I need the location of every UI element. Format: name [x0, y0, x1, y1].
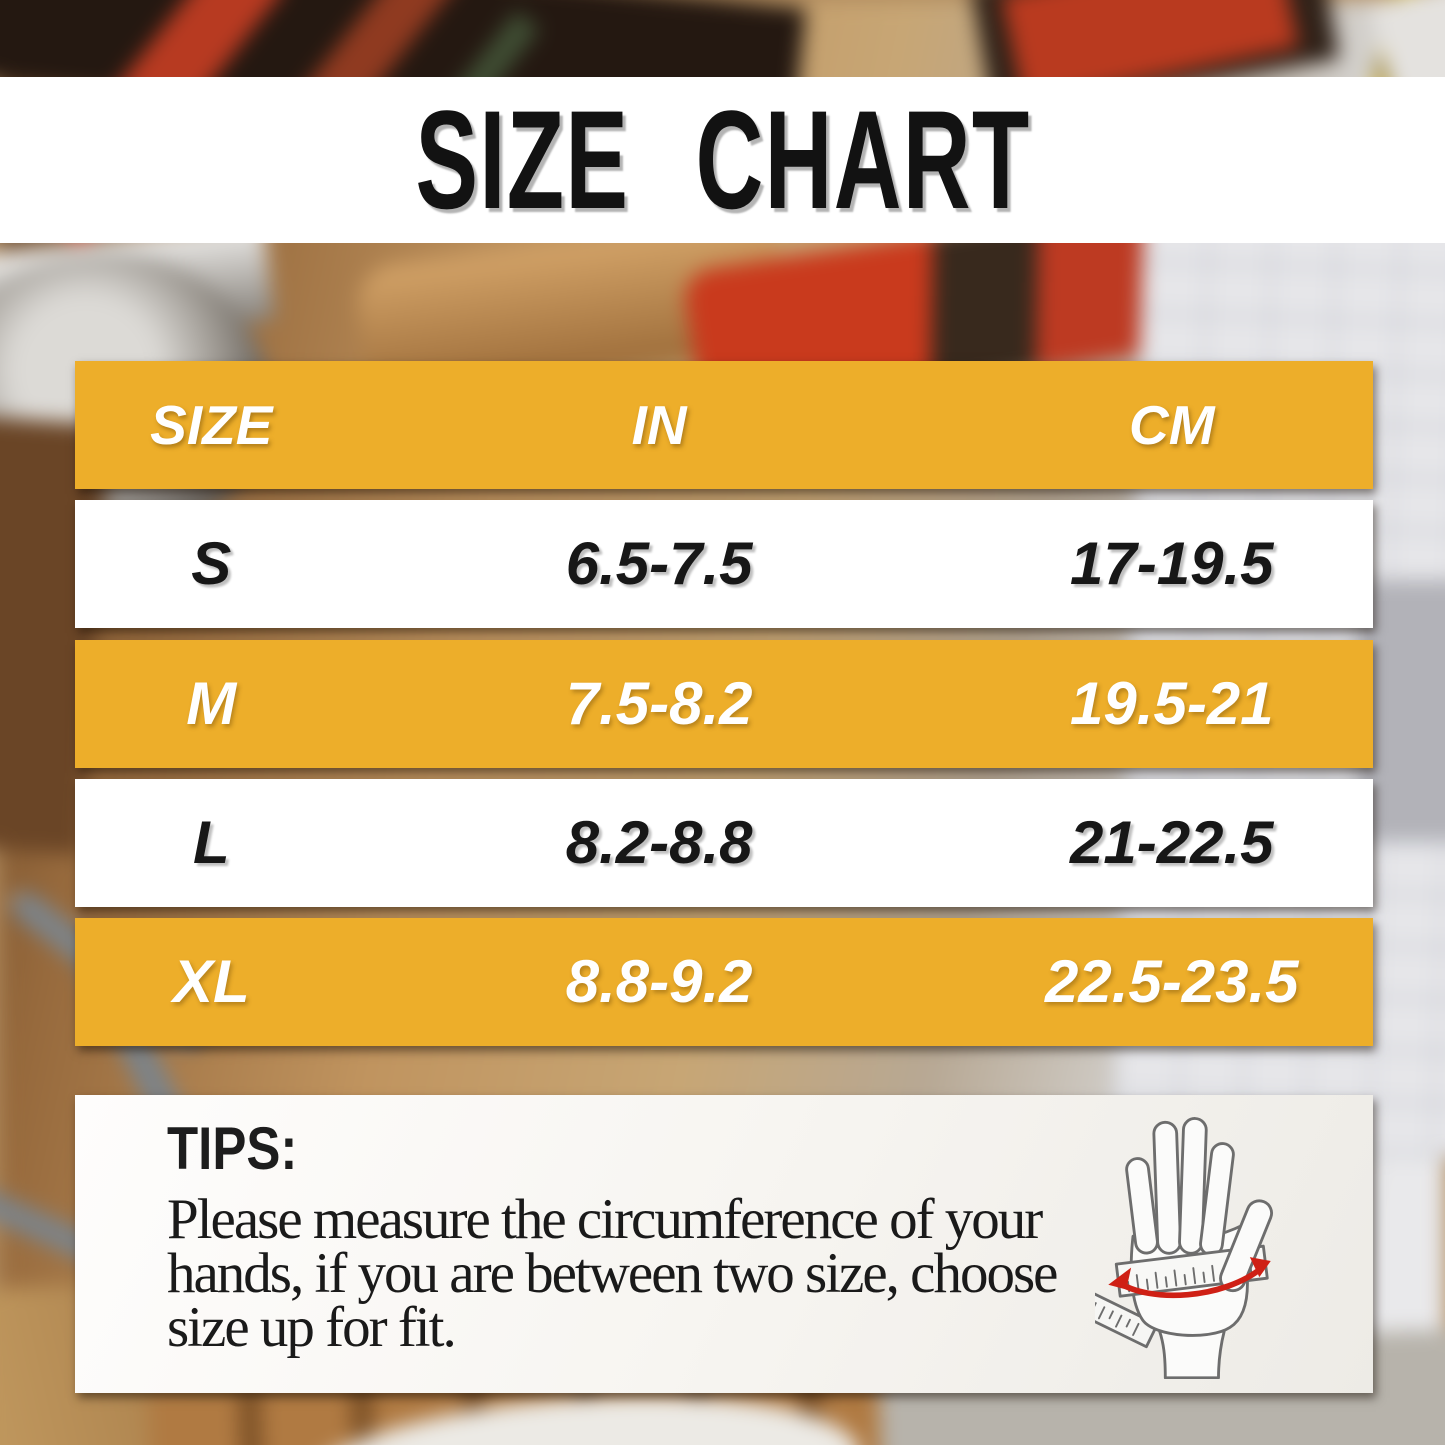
title-banner	[0, 77, 1445, 243]
page-title: SIZE CHART	[414, 81, 1031, 238]
cell-in: 6.5-7.5	[565, 530, 753, 597]
cell-cm: 19.5-21	[1070, 670, 1274, 737]
tips-line: Please measure the circumference of your	[167, 1188, 1042, 1251]
table-row-s	[75, 500, 1373, 628]
column-header-in: IN	[631, 393, 687, 456]
cell-size: M	[186, 670, 237, 737]
tips-body	[167, 1188, 1177, 1359]
cell-cm: 17-19.5	[1070, 530, 1274, 597]
cell-size: XL	[172, 948, 250, 1015]
tips-line: size up for fit.	[167, 1296, 455, 1359]
size-table-header-row	[75, 361, 1373, 489]
finger-2	[1153, 1122, 1180, 1254]
table-row-xl	[75, 918, 1373, 1046]
table-row-l	[75, 779, 1373, 907]
cell-cm: 21-22.5	[1070, 809, 1274, 876]
tips-line: hands, if you are between two size, choose	[167, 1242, 1057, 1305]
cell-in: 7.5-8.2	[565, 670, 753, 737]
cell-in: 8.8-9.2	[565, 948, 753, 1015]
cell-cm: 22.5-23.5	[1045, 948, 1299, 1015]
tips-card	[75, 1095, 1373, 1393]
hand-measure-icon	[1095, 1103, 1285, 1379]
wrist	[1160, 1331, 1225, 1378]
cell-size: L	[192, 809, 230, 876]
cell-size: S	[191, 530, 232, 597]
column-header-cm: CM	[1129, 393, 1215, 456]
finger-1	[1125, 1157, 1158, 1254]
table-row-m	[75, 640, 1373, 768]
column-header-size: SIZE	[150, 393, 273, 456]
cell-in: 8.2-8.8	[565, 809, 753, 876]
tips-heading: TIPS:	[167, 1115, 298, 1182]
